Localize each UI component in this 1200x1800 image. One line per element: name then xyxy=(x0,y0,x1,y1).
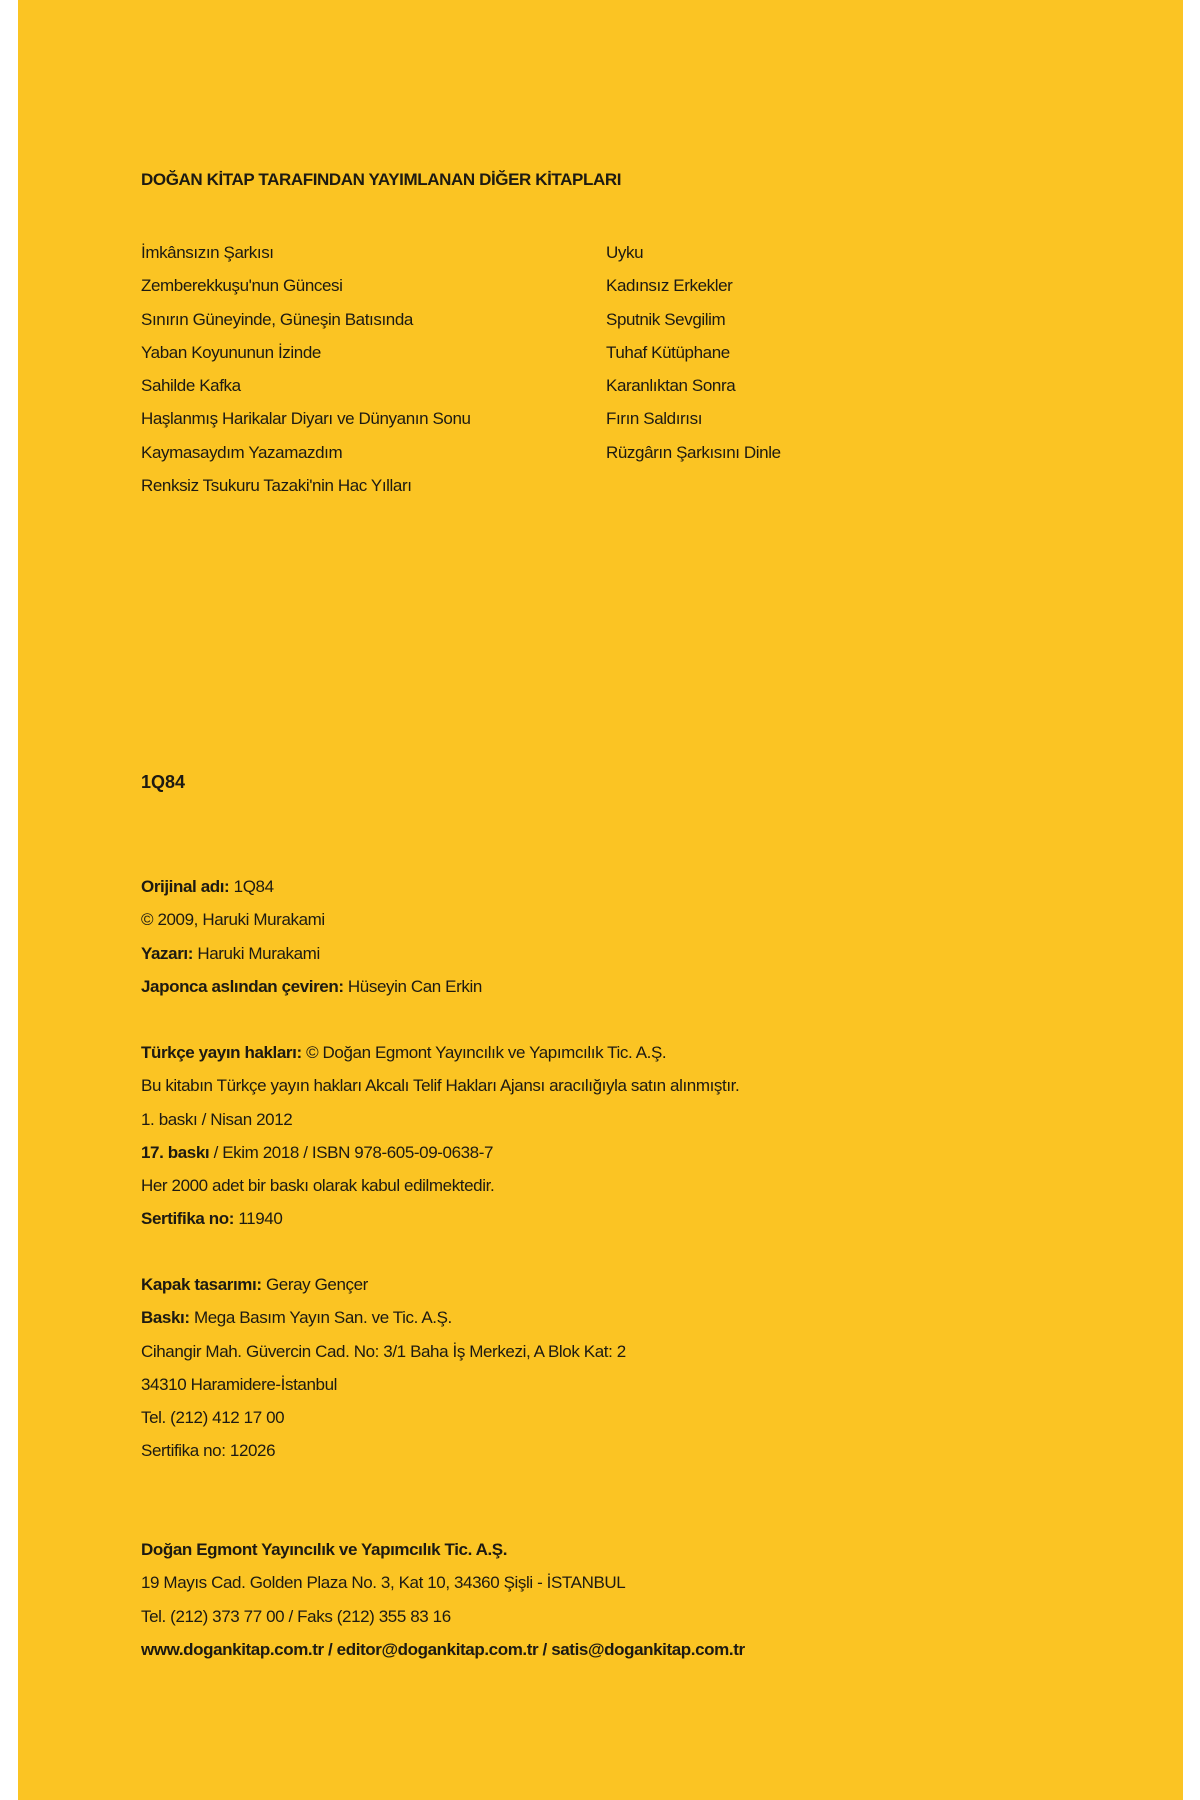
certificate-label: Sertifika no: xyxy=(141,1209,235,1229)
book-list-item: Sınırın Güneyinde, Güneşin Batısında xyxy=(141,309,413,329)
first-edition-line: 1. baskı / Nisan 2012 xyxy=(141,1109,293,1129)
current-edition-value: / Ekim 2018 / ISBN 978-605-09-0638-7 xyxy=(213,1142,494,1162)
book-list-item: Haşlanmış Harikalar Diyarı ve Dünyanın Sonu xyxy=(141,409,471,429)
original-name-value: 1Q84 xyxy=(233,877,274,896)
book-list-item: Kaymasaydım Yazamazdım xyxy=(141,442,343,462)
book-list-item: İmkânsızın Şarkısı xyxy=(141,243,274,262)
publisher-address: 19 Mayıs Cad. Golden Plaza No. 3, Kat 10, 34360 Şişli - İSTANBUL xyxy=(141,1573,626,1593)
current-edition-label: 17. baskı xyxy=(141,1142,210,1162)
publisher-info-block xyxy=(141,1533,745,1666)
original-info-block xyxy=(141,870,482,1003)
book-list-item: Uyku xyxy=(606,243,644,262)
book-list-item: Rüzgârın Şarkısını Dinle xyxy=(606,442,781,462)
book-list-item: Kadınsız Erkekler xyxy=(606,276,733,296)
rights-line xyxy=(141,1036,739,1069)
rights-value: © Doğan Egmont Yayıncılık ve Yapımcılık Tic. A.Ş. xyxy=(306,1043,667,1062)
agency-note: Bu kitabın Türkçe yayın hakları Akcalı Telif Hakları Ajansı aracılığıyla satın alınmıştır. xyxy=(141,1076,740,1096)
certificate-value: 11940 xyxy=(238,1209,283,1229)
author-label: Yazarı: xyxy=(141,943,194,963)
original-name-line xyxy=(141,870,482,903)
printer-line xyxy=(141,1301,626,1334)
cover-design-label: Kapak tasarımı: xyxy=(141,1275,262,1294)
publisher-name xyxy=(141,1533,745,1566)
author-value: Haruki Murakami xyxy=(197,943,320,963)
certificate-line xyxy=(141,1202,739,1235)
current-edition-line xyxy=(141,1136,739,1169)
cover-design-value: Geray Gençer xyxy=(265,1275,368,1294)
book-list-item: Karanlıktan Sonra xyxy=(606,376,736,396)
translator-value: Hüseyin Can Erkin xyxy=(347,976,482,996)
printer-value: Mega Basım Yayın San. ve Tic. A.Ş. xyxy=(193,1308,452,1328)
printer-phone: Tel. (212) 412 17 00 xyxy=(141,1408,285,1428)
print-run-note: Her 2000 adet bir baskı olarak kabul edilmektedir. xyxy=(141,1176,495,1196)
original-name-label: Orijinal adı: xyxy=(141,877,230,896)
translator-line xyxy=(141,970,482,1003)
other-books-heading: DOĞAN KİTAP TARAFINDAN YAYIMLANAN DİĞER KİTAPLARI xyxy=(141,170,622,189)
printer-label: Baskı: xyxy=(141,1308,190,1328)
book-list-item: Renksiz Tsukuru Tazaki'nin Hac Yılları xyxy=(141,476,412,496)
printer-certificate: Sertifika no: 12026 xyxy=(141,1441,276,1461)
other-books-list-left xyxy=(141,236,471,502)
other-books-list-right xyxy=(606,236,781,469)
cover-design-line xyxy=(141,1268,626,1301)
book-title: 1Q84 xyxy=(141,772,186,792)
book-list-item: Sputnik Sevgilim xyxy=(606,309,726,329)
book-list-item: Sahilde Kafka xyxy=(141,376,241,396)
rights-label: Türkçe yayın hakları: xyxy=(141,1043,302,1062)
publisher-name-text: Doğan Egmont Yayıncılık ve Yapımcılık Tic. A.Ş. xyxy=(141,1540,508,1559)
book-list-item: Zemberekkuşu'nun Güncesi xyxy=(141,276,343,296)
printer-address-line-1: Cihangir Mah. Güvercin Cad. No: 3/1 Baha İş Merkezi, A Blok Kat: 2 xyxy=(141,1341,626,1361)
printer-address-line-2: 34310 Haramidere-İstanbul xyxy=(141,1374,338,1394)
book-list-item: Yaban Koyununun İzinde xyxy=(141,342,321,362)
book-list-item: Fırın Saldırısı xyxy=(606,409,703,429)
publisher-phone-fax: Tel. (212) 373 77 00 / Faks (212) 355 83 16 xyxy=(141,1606,451,1626)
translator-label: Japonca aslından çeviren: xyxy=(141,976,344,996)
copyright-page xyxy=(18,0,1183,1800)
print-info-block xyxy=(141,1268,626,1468)
book-list-item: Tuhaf Kütüphane xyxy=(606,342,730,362)
author-line xyxy=(141,937,482,970)
copyright-line: © 2009, Haruki Murakami xyxy=(141,910,325,930)
rights-info-block xyxy=(141,1036,739,1236)
publisher-web-emails: www.dogankitap.com.tr / editor@dogankitap.com.tr / satis@dogankitap.com.tr xyxy=(141,1639,745,1659)
